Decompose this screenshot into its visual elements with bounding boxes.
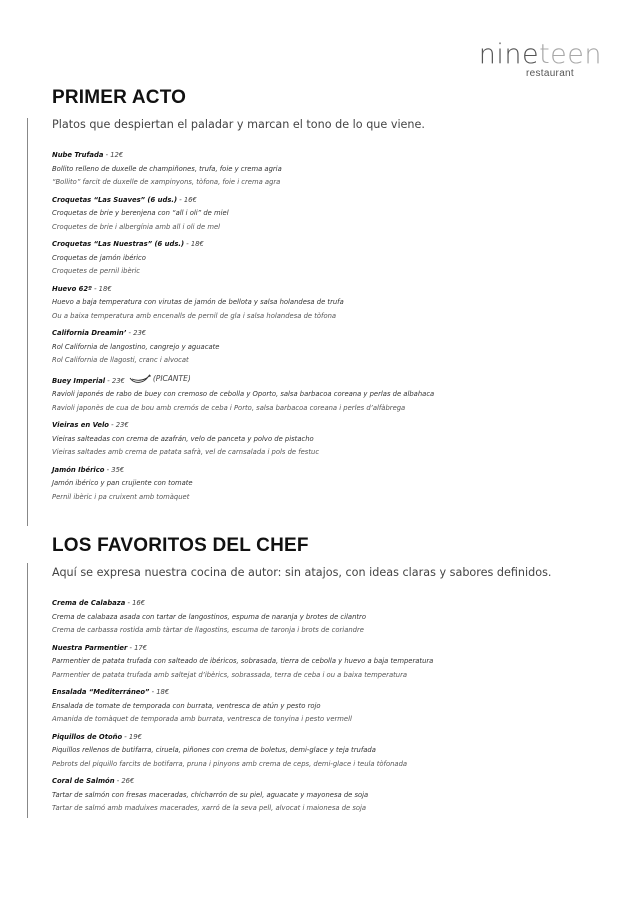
section-title: PRIMER ACTO bbox=[52, 87, 187, 108]
item-name: Croquetas “Las Nuestras” (6 uds.) bbox=[52, 240, 185, 248]
spicy-label: (PICANTE) bbox=[152, 373, 191, 383]
section-title: LOS FAVORITOS DEL CHEF bbox=[52, 535, 309, 556]
logo-word-part2: teen bbox=[539, 39, 602, 70]
item-description-es: Croquetas de brie y berenjena con “all i oli” de miel bbox=[52, 209, 229, 217]
item-price: - 35€ bbox=[104, 465, 125, 474]
item-price: - 16€ bbox=[125, 599, 146, 607]
menu-item bbox=[52, 283, 612, 324]
item-price: - 23€ bbox=[108, 421, 129, 429]
chili-pepper-icon bbox=[129, 374, 151, 385]
item-price: - 17€ bbox=[127, 643, 148, 652]
section-primer-acto bbox=[52, 87, 612, 508]
item-description-es: Piquillos rellenos de butifarra, ciruela, piñones con crema de boletus, demi-glace y teja trufada bbox=[52, 746, 376, 754]
item-description-ca: Croquetes de pernil ibèric bbox=[52, 267, 141, 275]
item-name: Coral de Salmón bbox=[52, 777, 115, 785]
item-name: Huevo 62º bbox=[52, 284, 92, 293]
restaurant-logo bbox=[479, 40, 602, 79]
item-price: - 18€ bbox=[184, 240, 204, 248]
menu-item bbox=[52, 731, 612, 772]
logo-subtitle: restaurant bbox=[525, 68, 574, 79]
item-price: - 23€ bbox=[105, 376, 125, 385]
item-name: Croquetas “Las Suaves” (6 uds.) bbox=[52, 195, 178, 204]
item-name: Ensalada “Mediterráneo” bbox=[52, 688, 150, 696]
item-price: - 16€ bbox=[177, 195, 197, 204]
item-name: Nuestra Parmentier bbox=[52, 643, 128, 652]
item-description-es: Tartar de salmón con fresas maceradas, chicharrón de su piel, aguacate y mayonesa de soja bbox=[52, 790, 369, 799]
item-description-es: Rol California de langostino, cangrejo y aguacate bbox=[52, 342, 220, 351]
section-subtitle: Aquí se expresa nuestra cocina de autor: sin atajos, con ideas claras y sabores definidos. bbox=[52, 566, 552, 579]
item-price: - 18€ bbox=[91, 284, 112, 293]
item-name: Crema de Calabaza bbox=[52, 599, 126, 607]
left-rule-bottom bbox=[27, 563, 28, 818]
menu-item bbox=[52, 464, 612, 505]
item-description-ca: Amanida de tomàquet de temporada amb burrata, ventresca de tonyina i pesto vermell bbox=[52, 715, 352, 723]
item-description-es: Crema de calabaza asada con tartar de langostinos, espuma de naranja y brotes de cilantro bbox=[52, 612, 367, 621]
menu-item bbox=[52, 327, 612, 368]
menu-item bbox=[52, 642, 612, 683]
menu-item bbox=[52, 149, 612, 190]
section-favoritos-del-chef bbox=[52, 535, 612, 820]
item-name: Vieiras en Velo bbox=[52, 421, 109, 429]
item-description-es: Bollito relleno de duxelle de champiñones, trufa, foie y crema agria bbox=[52, 164, 282, 173]
item-description-es: Ravioli japonés de rabo de buey con cremoso de cebolla y Oporto, salsa barbacoa coreana y perlas de albahaca bbox=[52, 390, 435, 398]
item-name: Jamón Ibérico bbox=[52, 465, 105, 474]
item-price: - 12€ bbox=[103, 151, 124, 159]
item-description-ca: Vieiras saltades amb crema de patata safrà, vel de carnsalada i pols de festuc bbox=[52, 448, 320, 456]
item-description-ca: Pebrots del piquillo farcits de botifarra, pruna i pinyons amb crema de ceps, demi-glace i teula tòfonada bbox=[52, 759, 408, 768]
logo-wordmark bbox=[479, 40, 602, 70]
menu-item bbox=[52, 372, 612, 416]
item-description-ca: Parmentier de patata trufada amb saltejat d’ibèrics, sobrassada, terra de ceba i ou a baixa temperatura bbox=[52, 670, 408, 679]
menu-item bbox=[52, 597, 612, 638]
menu-item bbox=[52, 238, 612, 279]
item-description-ca: Tartar de salmó amb maduixes macerades, xarró de la seva pell, alvocat i maionesa de soja bbox=[52, 804, 367, 812]
item-price: - 18€ bbox=[149, 688, 170, 696]
item-price: - 23€ bbox=[126, 329, 147, 337]
item-description-ca: Rol California de llagosti, cranc i alvocat bbox=[52, 356, 189, 364]
menu-item-list bbox=[52, 149, 612, 504]
item-description-es: Huevo a baja temperatura con virutas de jamón de bellota y salsa holandesa de trufa bbox=[52, 298, 344, 306]
item-description-ca: Ravioli japonès de cua de bou amb cremós de ceba i Porto, salsa barbacoa coreana i perles d’alfàbrega bbox=[52, 403, 406, 412]
menu-item bbox=[52, 775, 612, 816]
item-price: - 19€ bbox=[122, 732, 142, 741]
item-name: Nube Trufada bbox=[52, 151, 104, 159]
item-name: Buey Imperial bbox=[52, 376, 106, 385]
item-price: - 26€ bbox=[114, 777, 135, 785]
item-description-ca: Ou a baixa temperatura amb encenalls de pernil de gla i salsa holandesa de tòfona bbox=[52, 311, 337, 320]
item-description-ca: Crema de carbassa rostida amb tàrtar de llagostins, escuma de taronja i brots de coriandre bbox=[52, 626, 364, 634]
item-description-ca: “Bollito” farcit de duxelle de xampinyons, tòfona, foie i crema agra bbox=[52, 178, 281, 186]
item-description-es: Jamón ibérico y pan crujiente con tomate bbox=[52, 479, 193, 487]
item-name: Piquillos de Otoño bbox=[52, 732, 123, 741]
left-rule-top bbox=[27, 118, 28, 526]
menu-item bbox=[52, 194, 612, 235]
item-description-es: Ensalada de tomate de temporada con burrata, ventresca de atún y pesto rojo bbox=[52, 701, 321, 710]
section-subtitle: Platos que despiertan el paladar y marcan el tono de lo que viene. bbox=[52, 118, 425, 131]
logo-word-part1: nine bbox=[478, 39, 540, 70]
item-description-ca: Croquetes de brie i albergínia amb all i oli de mel bbox=[52, 222, 221, 231]
item-description-es: Croquetas de jamón ibérico bbox=[52, 253, 146, 262]
item-description-es: Parmentier de patata trufada con salteado de ibéricos, sobrasada, tierra de cebolla y huevo a baja temperatura bbox=[52, 657, 434, 665]
menu-item bbox=[52, 419, 612, 460]
item-name: California Dreamin’ bbox=[52, 329, 127, 337]
item-description-ca: Pernil ibèric i pa cruixent amb tomàquet bbox=[52, 492, 190, 501]
menu-item-list bbox=[52, 597, 612, 816]
item-description-es: Vieiras salteadas con crema de azafrán, velo de panceta y polvo de pistacho bbox=[52, 434, 314, 443]
menu-item bbox=[52, 686, 612, 727]
